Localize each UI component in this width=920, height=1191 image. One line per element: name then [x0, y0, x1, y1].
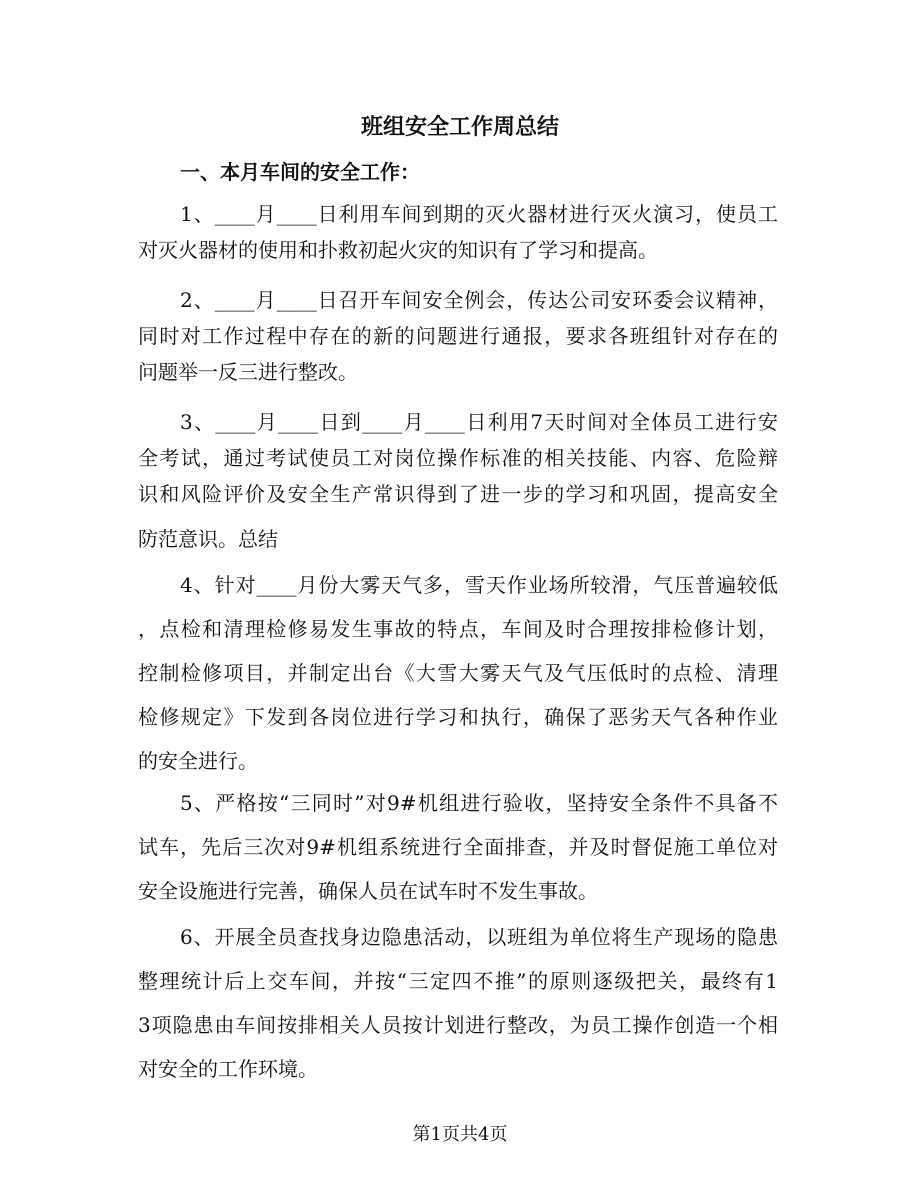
paragraph-5-line: 试车，先后三次对9#机组系统进行全面排查，并及时督促施工单位对	[138, 835, 778, 859]
paragraph-3-line: 识和风险评价及安全生产常识得到了进一步的学习和巩固，提高安全	[138, 482, 778, 506]
paragraph-4-line: 检修规定》下发到各岗位进行学习和执行，确保了恶劣天气各种作业	[138, 705, 778, 729]
paragraph-2-line: 问题举一反三进行整改。	[138, 360, 358, 384]
paragraph-1-line: 对灭火器材的使用和扑救初起火灾的知识有了学习和提高。	[138, 238, 658, 262]
paragraph-3-line: 全考试，通过考试使员工对岗位操作标准的相关技能、内容、危险辩	[138, 446, 778, 470]
paragraph-1-line: 1、____月____日利用车间到期的灭火器材进行灭火演习，使员工	[180, 202, 778, 226]
paragraph-6-line: 3项隐患由车间按排相关人员按计划进行整改，为员工操作创造一个相	[138, 1013, 778, 1037]
paragraph-4-line: 4、针对____月份大雾天气多，雪天作业场所较滑，气压普遍较低	[180, 573, 778, 597]
paragraph-2-line: 2、____月____日召开车间安全例会，传达公司安环委会议精神，	[180, 288, 778, 312]
paragraph-2-line: 同时对工作过程中存在的新的问题进行通报，要求各班组针对存在的	[138, 324, 778, 348]
paragraph-3-line: 防范意识。总结	[138, 527, 278, 551]
paragraph-5-line: 5、严格按“三同时”对9#机组进行验收，坚持安全条件不具备不	[180, 791, 778, 815]
paragraph-5-line: 安全设施进行完善，确保人员在试车时不发生事故。	[138, 879, 598, 903]
section-heading: 一、本月车间的安全工作：	[180, 160, 420, 184]
paragraph-6-line: 整理统计后上交车间，并按“三定四不推”的原则逐级把关，最终有1	[138, 969, 778, 993]
page-footer: 第1页共4页	[412, 1124, 508, 1145]
paragraph-6-line: 6、开展全员查找身边隐患活动，以班组为单位将生产现场的隐患	[180, 925, 778, 949]
paragraph-4-line: 的安全进行。	[138, 749, 258, 773]
paragraph-6-line: 对安全的工作环境。	[138, 1057, 318, 1081]
paragraph-4-line: 控制检修项目，并制定出台《大雪大雾天气及气压低时的点检、清理	[138, 661, 778, 685]
paragraph-3-line: 3、____月____日到____月____日利用7天时间对全体员工进行安	[180, 410, 778, 434]
paragraph-4-line: ，点检和清理检修易发生事故的特点，车间及时合理按排检修计划，	[138, 617, 778, 641]
document-title: 班组安全工作周总结	[360, 114, 559, 140]
